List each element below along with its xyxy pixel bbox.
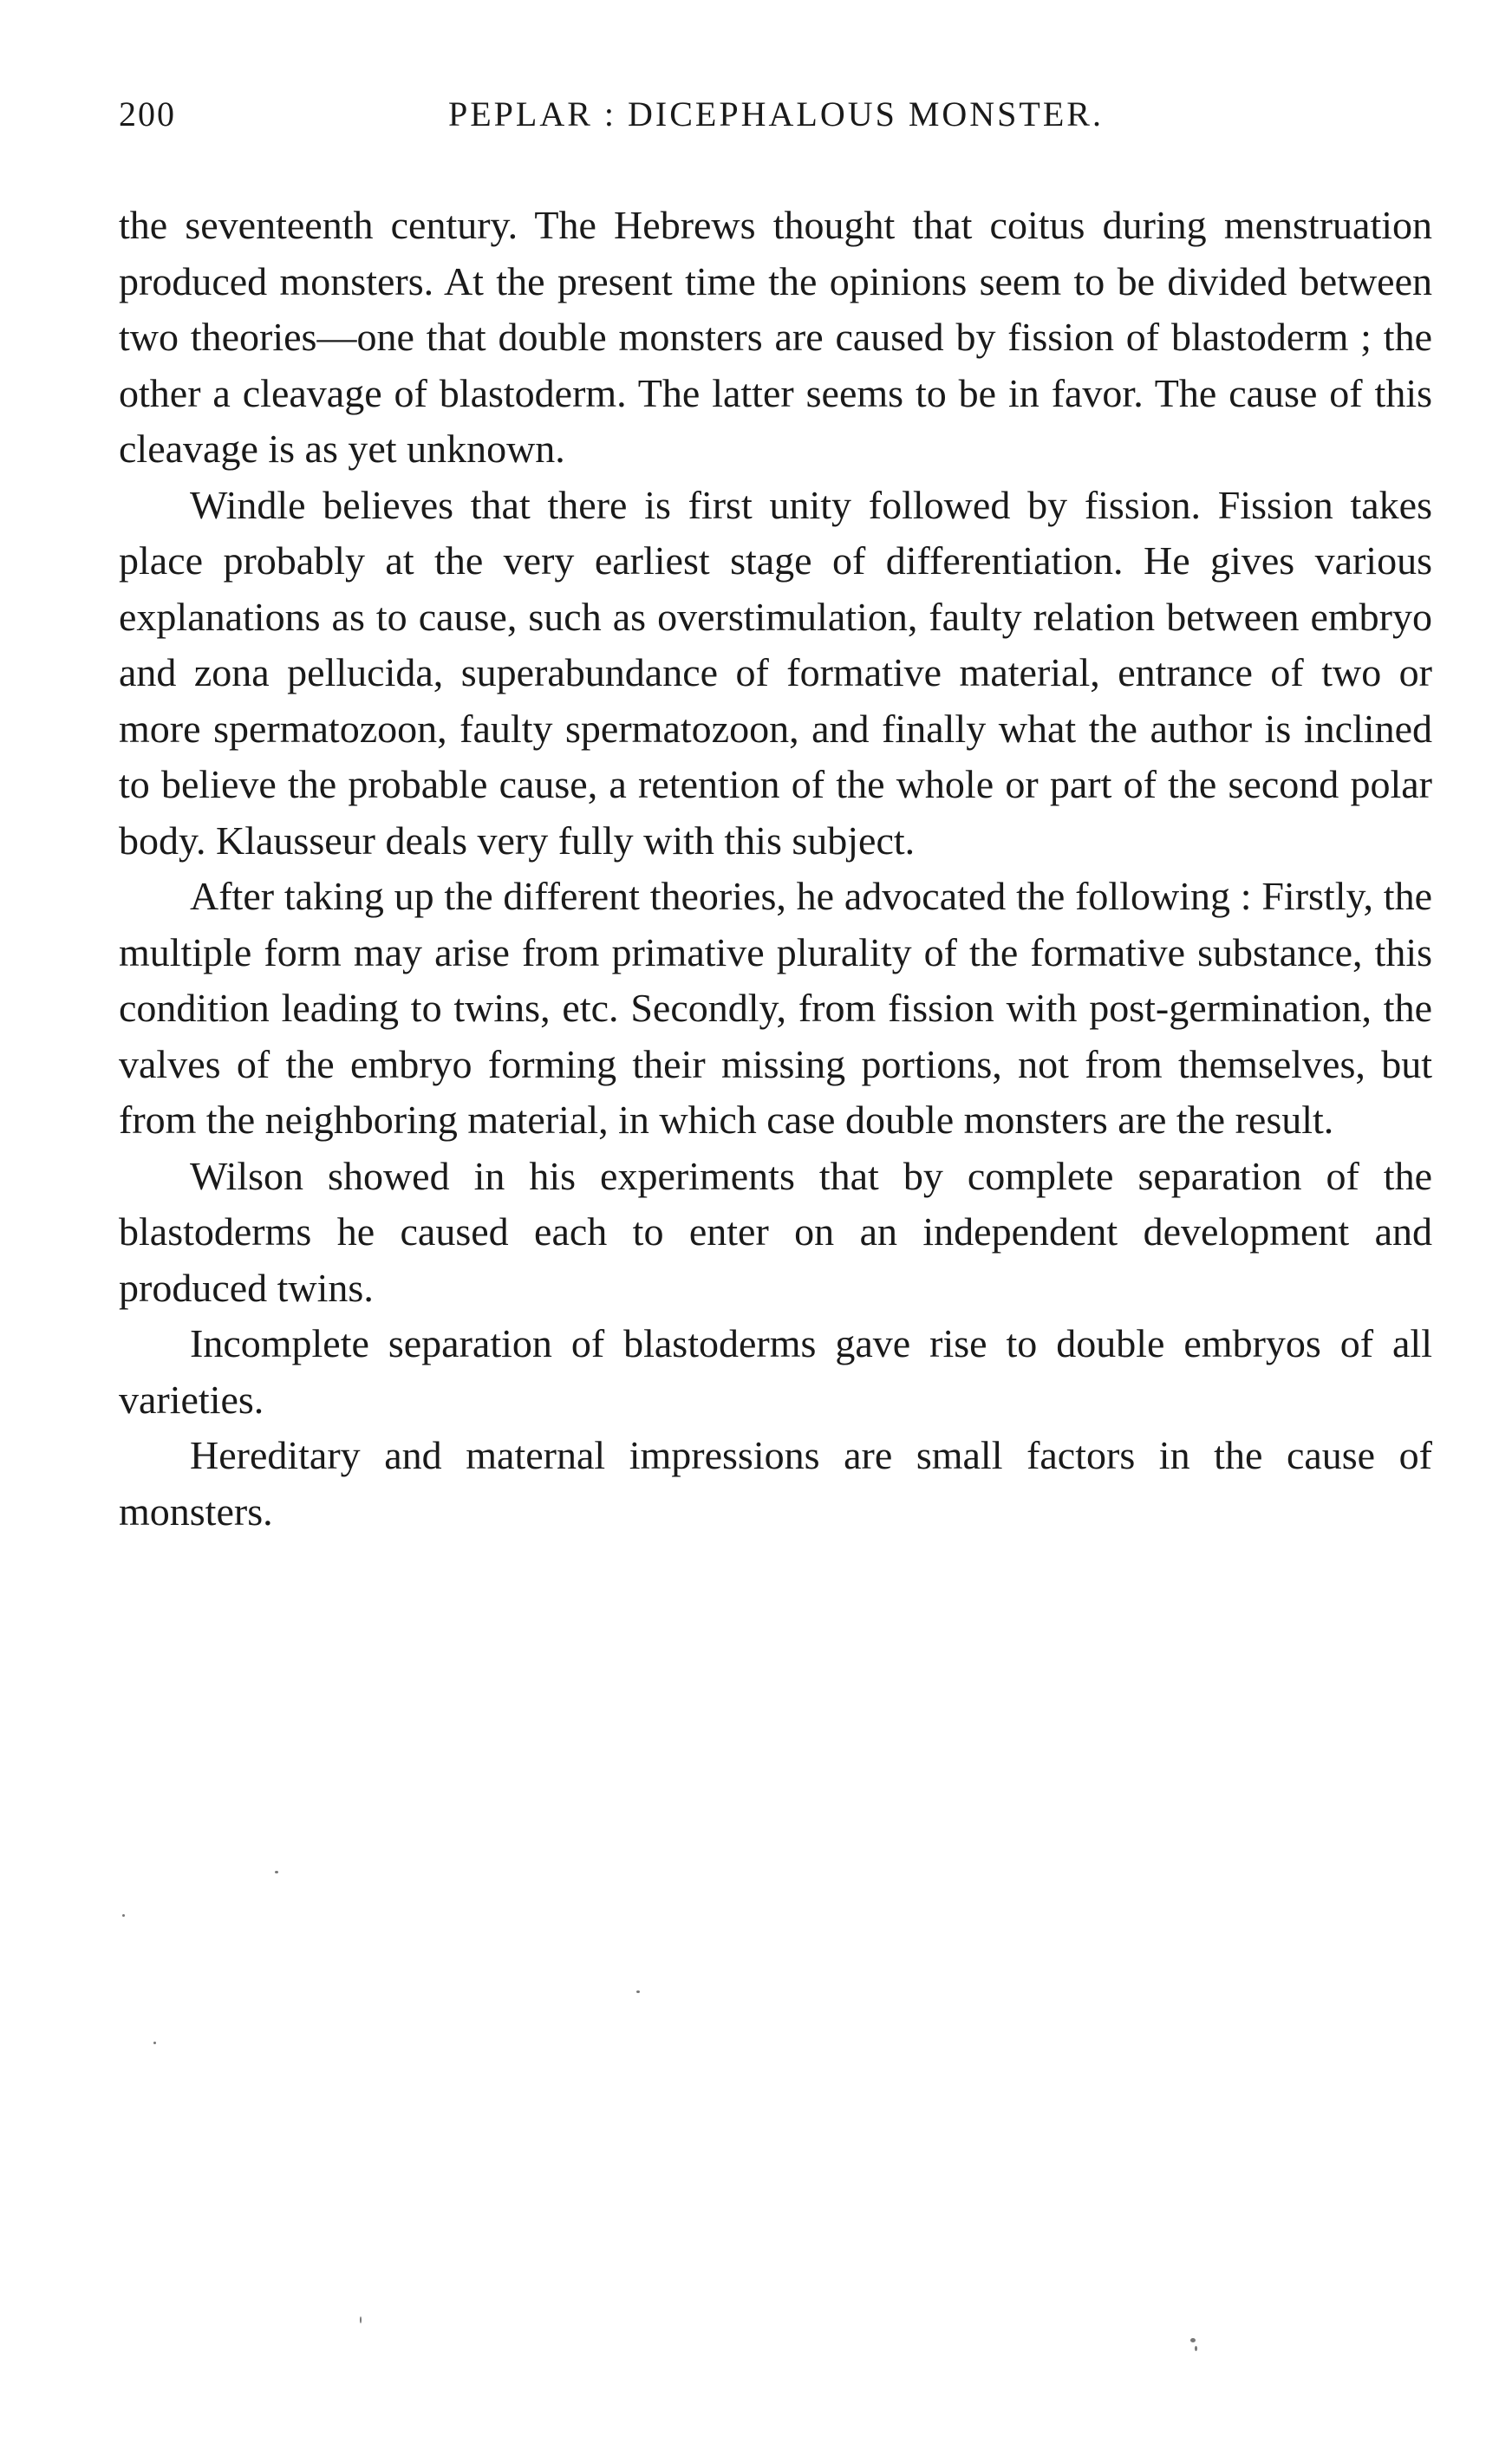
scan-speck	[360, 2316, 362, 2323]
paragraph: After taking up the different theories, he advocated the following : Firstly, the multiple form may arise from primative plurality of the formative substance, this condition leading to twins, etc. Secondly, from fission with post-germination, the valves of the embryo forming their missing portions, not from themselves, but from the neighboring material, in which case double monsters are the result.	[119, 874, 1432, 1142]
scan-speck	[275, 1871, 278, 1873]
scan-speck	[636, 1990, 640, 1993]
paragraph: the seventeenth century. The Hebrews thought that coitus during menstruation produced monsters. At the present time the opinions seem to be divided between two theories—one that double monsters are caused by fission of blastoderm ; the other a cleavage of blastoderm. The latter seems to be in favor. The cause of this cleavage is as yet unknown.	[119, 203, 1432, 471]
scan-speck	[122, 1914, 125, 1917]
scan-speck	[1190, 2338, 1196, 2342]
page-number: 200	[119, 94, 176, 134]
paragraph: Windle believes that there is first unity followed by fission. Fission takes place probably at the very earliest stage of differentiation. He gives various explanations as to cause, such as overstimulation, faulty relation between embryo and zona pellucida, superabundance of formative material, entrance of two or more spermatozoon, faulty spermatozoon, and finally what the author is inclined to believe the probable cause, a retention of the whole or part of the second polar body. Klausseur deals very fully with this subject.	[119, 482, 1432, 863]
body-text	[119, 198, 1432, 1540]
paragraph: Hereditary and maternal impressions are small factors in the cause of monsters.	[119, 1433, 1432, 1534]
page-header	[119, 94, 1445, 146]
scan-speck	[1195, 2346, 1197, 2351]
running-head: PEPLAR : DICEPHALOUS MONSTER.	[448, 94, 1104, 134]
scan-speck	[153, 2042, 156, 2044]
paragraph: Incomplete separation of blastoderms gave rise to double embryos of all varieties.	[119, 1321, 1432, 1422]
paragraph: Wilson showed in his experiments that by complete separation of the blastoderms he caused each to enter on an independent development and produced twins.	[119, 1153, 1432, 1310]
